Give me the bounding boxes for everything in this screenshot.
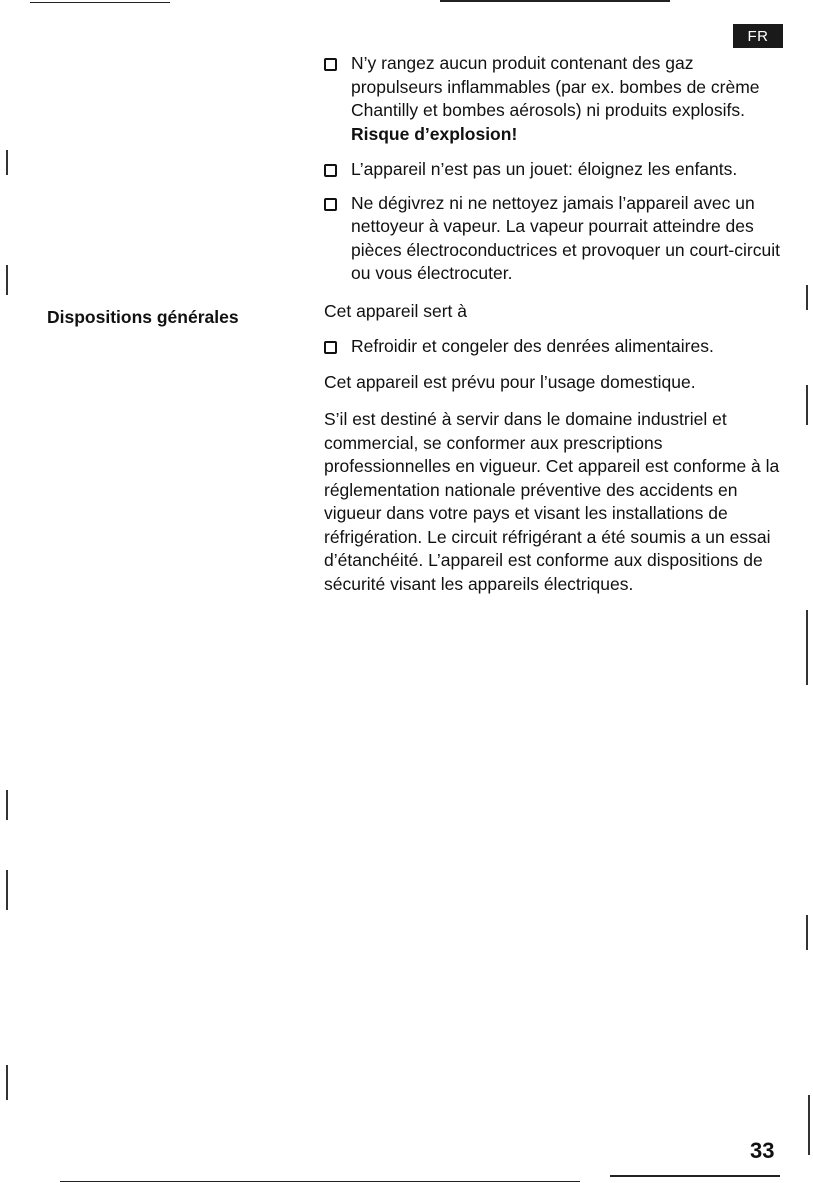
right-margin-mark bbox=[806, 385, 808, 425]
section-heading: Dispositions générales bbox=[47, 307, 239, 327]
checkbox-bullet-icon bbox=[324, 58, 337, 71]
bottom-edge-rule-left bbox=[60, 1181, 580, 1182]
warning-item-steam bbox=[324, 192, 784, 286]
use-item bbox=[324, 335, 784, 359]
checkbox-bullet-icon bbox=[324, 341, 337, 354]
intro-paragraph: Cet appareil sert à bbox=[324, 300, 467, 321]
right-margin-mark bbox=[806, 285, 808, 310]
warning-item-explosion bbox=[324, 52, 784, 146]
checkbox-bullet-icon bbox=[324, 164, 337, 177]
right-margin-mark bbox=[806, 610, 808, 685]
left-margin-mark bbox=[6, 870, 8, 910]
top-edge-rule bbox=[440, 0, 670, 2]
warning-item-children bbox=[324, 158, 784, 182]
checkbox-bullet-icon bbox=[324, 198, 337, 211]
warning-text: L’appareil n’est pas un jouet: éloignez les enfants. bbox=[351, 159, 738, 179]
language-badge: FR bbox=[733, 24, 783, 48]
left-margin-mark bbox=[6, 790, 8, 820]
top-edge-rule-left bbox=[30, 2, 170, 3]
use-item-text: Refroidir et congeler des denrées alimentaires. bbox=[351, 336, 714, 356]
warning-text: N’y rangez aucun produit contenant des gaz propulseurs inflammables (par ex. bombes de crème Chantilly et bombes aérosols) ni produits explosifs. bbox=[351, 53, 760, 120]
main-content bbox=[324, 52, 784, 596]
right-margin-mark bbox=[806, 915, 808, 950]
bottom-edge-rule bbox=[610, 1175, 780, 1177]
page-number: 33 bbox=[750, 1138, 775, 1163]
left-margin-mark bbox=[6, 265, 8, 295]
commercial-paragraph: S’il est destiné à servir dans le domaine industriel et commercial, se conformer aux prescriptions professionnelles en vigueur. Cet appareil est conforme à la réglementation nationale préventive des accidents en vigueur dans votre pays et visant les installations de réfrigération. Le circuit réfrigérant a été soumis a un essai d’étanchéité. L’appareil est conforme aux dispositions de sécurité visant les appareils électriques. bbox=[324, 409, 780, 594]
right-margin-mark bbox=[808, 1095, 810, 1155]
left-margin-mark bbox=[6, 1065, 8, 1100]
domestic-paragraph: Cet appareil est prévu pour l’usage domestique. bbox=[324, 371, 696, 392]
left-margin-mark bbox=[6, 150, 8, 175]
warning-text: Ne dégivrez ni ne nettoyez jamais l’appareil avec un nettoyeur à vapeur. La vapeur pourrait atteindre des pièces électroconductrices et provoquer un court-circuit ou vous électrocuter. bbox=[351, 192, 780, 283]
warning-emphasis: Risque d’explosion! bbox=[351, 123, 518, 144]
